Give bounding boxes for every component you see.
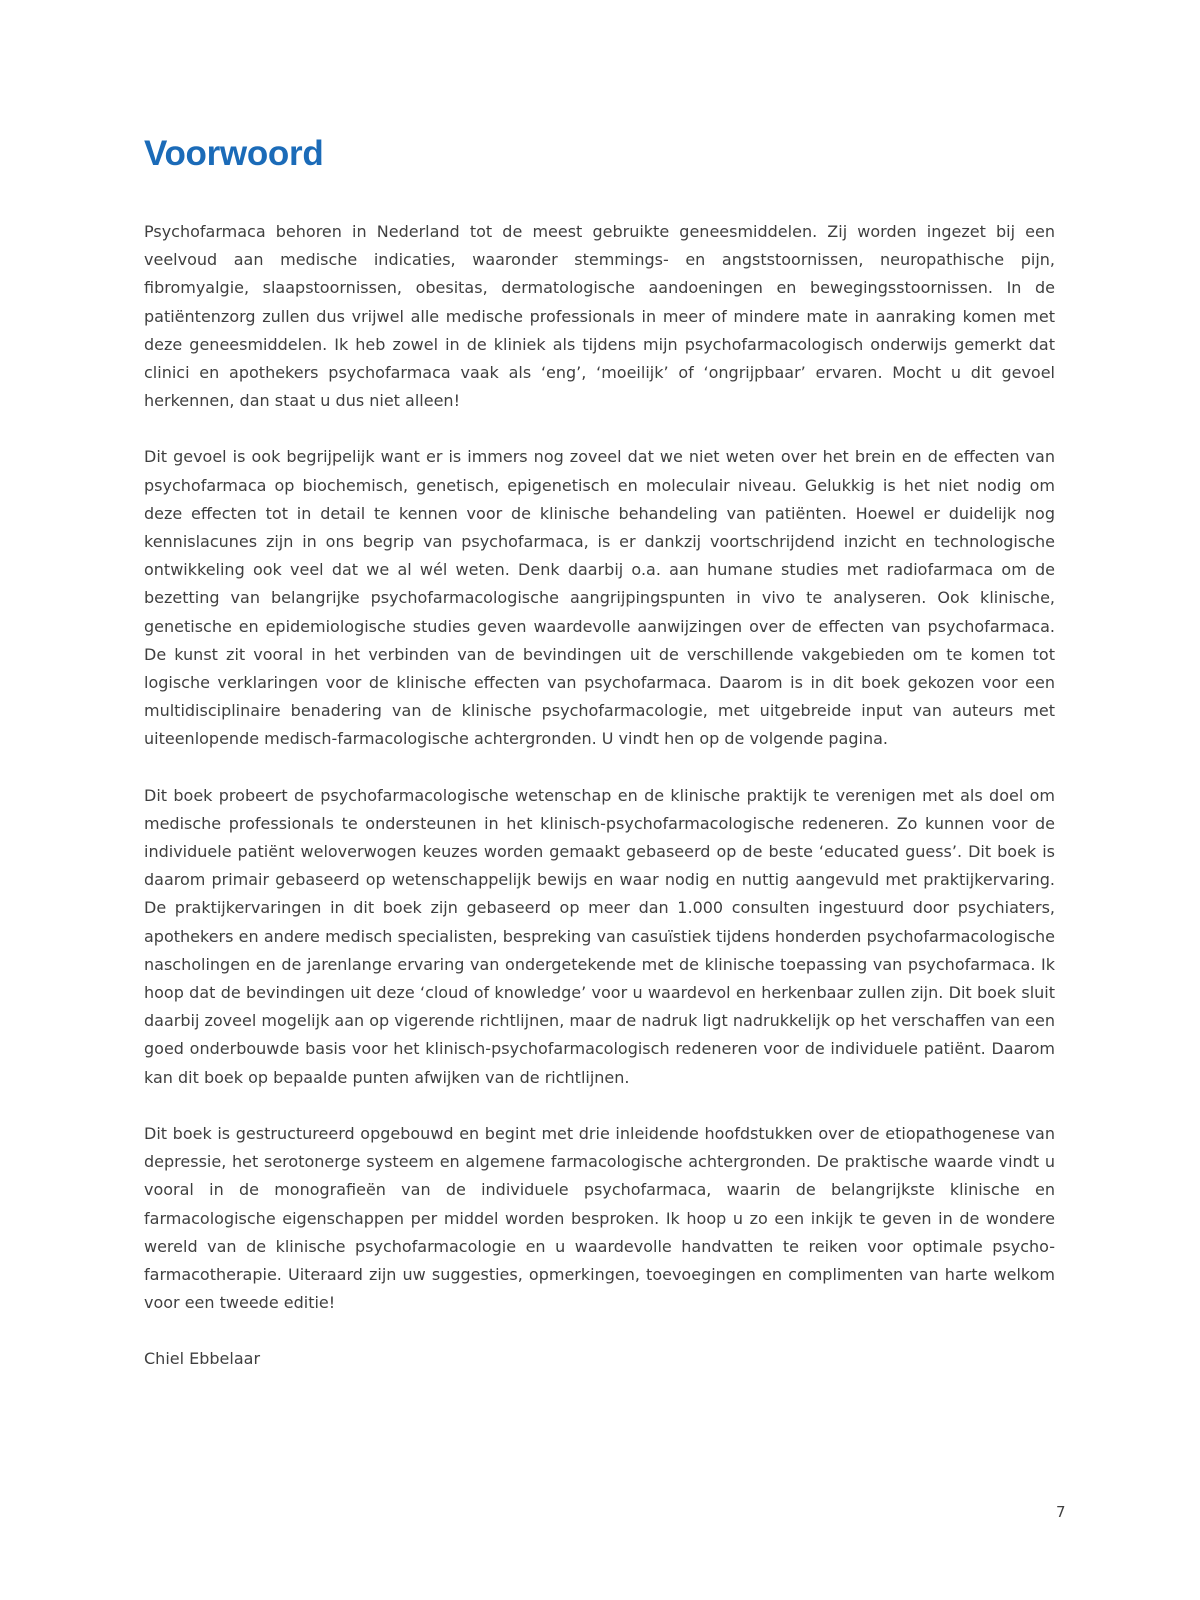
page-title: Voorwoord — [144, 134, 324, 173]
page-number: 7 — [1056, 1503, 1066, 1521]
paragraph: Dit boek is gestructureerd opgebouwd en begint met drie inleidende hoofdstukken over de etiopathogenese van depressie, het serotonerge systeem en algemene farmacologische achtergronden. De praktische waarde vindt u vooral in de monografieën van de individuele psychofarmaca, waarin de belangrijkste klinische en farmacologische eigenschappen per middel worden besproken. Ik hoop u zo een inkijk te geven in de wondere wereld van de klinische psychofarmacologie en u waardevolle handvatten te reiken voor optimale psycho-farmacotherapie. Uiteraard zijn uw suggesties, opmerkingen, toevoegingen en complimenten van harte welkom voor een tweede editie! — [144, 1123, 1055, 1313]
paragraph: Dit gevoel is ook begrijpelijk want er is immers nog zoveel dat we niet weten over het brein en de effecten van psychofarmaca op biochemisch, genetisch, epigenetisch en moleculair niveau. Gelukkig is het niet nodig om deze effecten tot in detail te kennen voor de klinische behandeling van patiënten. Hoewel er duidelijk nog kennislacunes zijn in ons begrip van psychofarmaca, is er dankzij voortschrijdend inzicht en technologische ontwikkeling ook veel dat we al wél weten. Denk daarbij o.a. aan humane studies met radiofarmaca om de bezetting van belangrijke psychofarmacologische aangrijpingspunten in vivo te analyseren. Ook klinische, genetische en epidemiologische studies geven waardevolle aanwijzingen over de effecten van psychofarmaca. De kunst zit vooral in het verbinden van de bevindingen uit de verschillende vakgebieden om te komen tot logische verklaringen voor de klinische effecten van psychofarmaca. Daarom is in dit boek gekozen voor een multidisciplinaire benadering van de klinische psychofarmacologie, met uitgebreide input van auteurs met uiteenlopende medisch-farmacologische achtergronden. U vindt hen op de volgende pagina. — [144, 447, 1055, 749]
body-text — [144, 218, 1055, 1402]
paragraph: Psychofarmaca behoren in Nederland tot de meest gebruikte geneesmiddelen. Zij worden ingezet bij een veelvoud aan medische indicaties, waaronder stemmings- en angststoornissen, neuropathische pijn, fibromyalgie, slaapstoornissen, obesitas, dermatologische aandoeningen en bewegingsstoornissen. In de patiëntenzorg zullen dus vrijwel alle medische professionals in meer of mindere mate in aanraking komen met deze geneesmiddelen. Ik heb zowel in de kliniek als tijdens mijn psychofarmacologisch onderwijs gemerkt dat clinici en apothekers psychofarmaca vaak als ‘eng’, ‘moeilijk’ of ‘ongrijpbaar’ ervaren. Mocht u dit gevoel herkennen, dan staat u dus niet alleen! — [144, 222, 1055, 411]
paragraph: Dit boek probeert de psychofarmacologische wetenschap en de klinische praktijk te verenigen met als doel om medische professionals te ondersteunen in het klinisch-psychofarmacologische redeneren. Zo kunnen voor de individuele patiënt weloverwogen keuzes worden gemaakt gebaseerd op de beste ‘educated guess’. Dit boek is daarom primair gebaseerd op wetenschappelijk bewijs en waar nodig en nuttig aangevuld met praktijkervaring. De praktijkervaringen in dit boek zijn gebaseerd op meer dan 1.000 consulten ingestuurd door psychiaters, apothekers en andere medisch specialisten, bespreking van casuïstiek tijdens honderden psychofarmacologische nascholingen en de jarenlange ervaring van ondergetekende met de klinische toepassing van psychofarmaca. Ik hoop dat de bevindingen uit deze ‘cloud of knowledge’ voor u waardevol en herkenbaar zullen zijn. Dit boek sluit daarbij zoveel mogelijk aan op vigerende richtlijnen, maar de nadruk ligt nadrukkelijk op het verschaffen van een goed onderbouwde basis voor het klinisch-psychofarmacologisch redeneren voor de individuele patiënt. Daarom kan dit boek op bepaalde punten afwijken van de richtlijnen. — [144, 785, 1055, 1087]
author-signature: Chiel Ebbelaar — [144, 1349, 261, 1369]
